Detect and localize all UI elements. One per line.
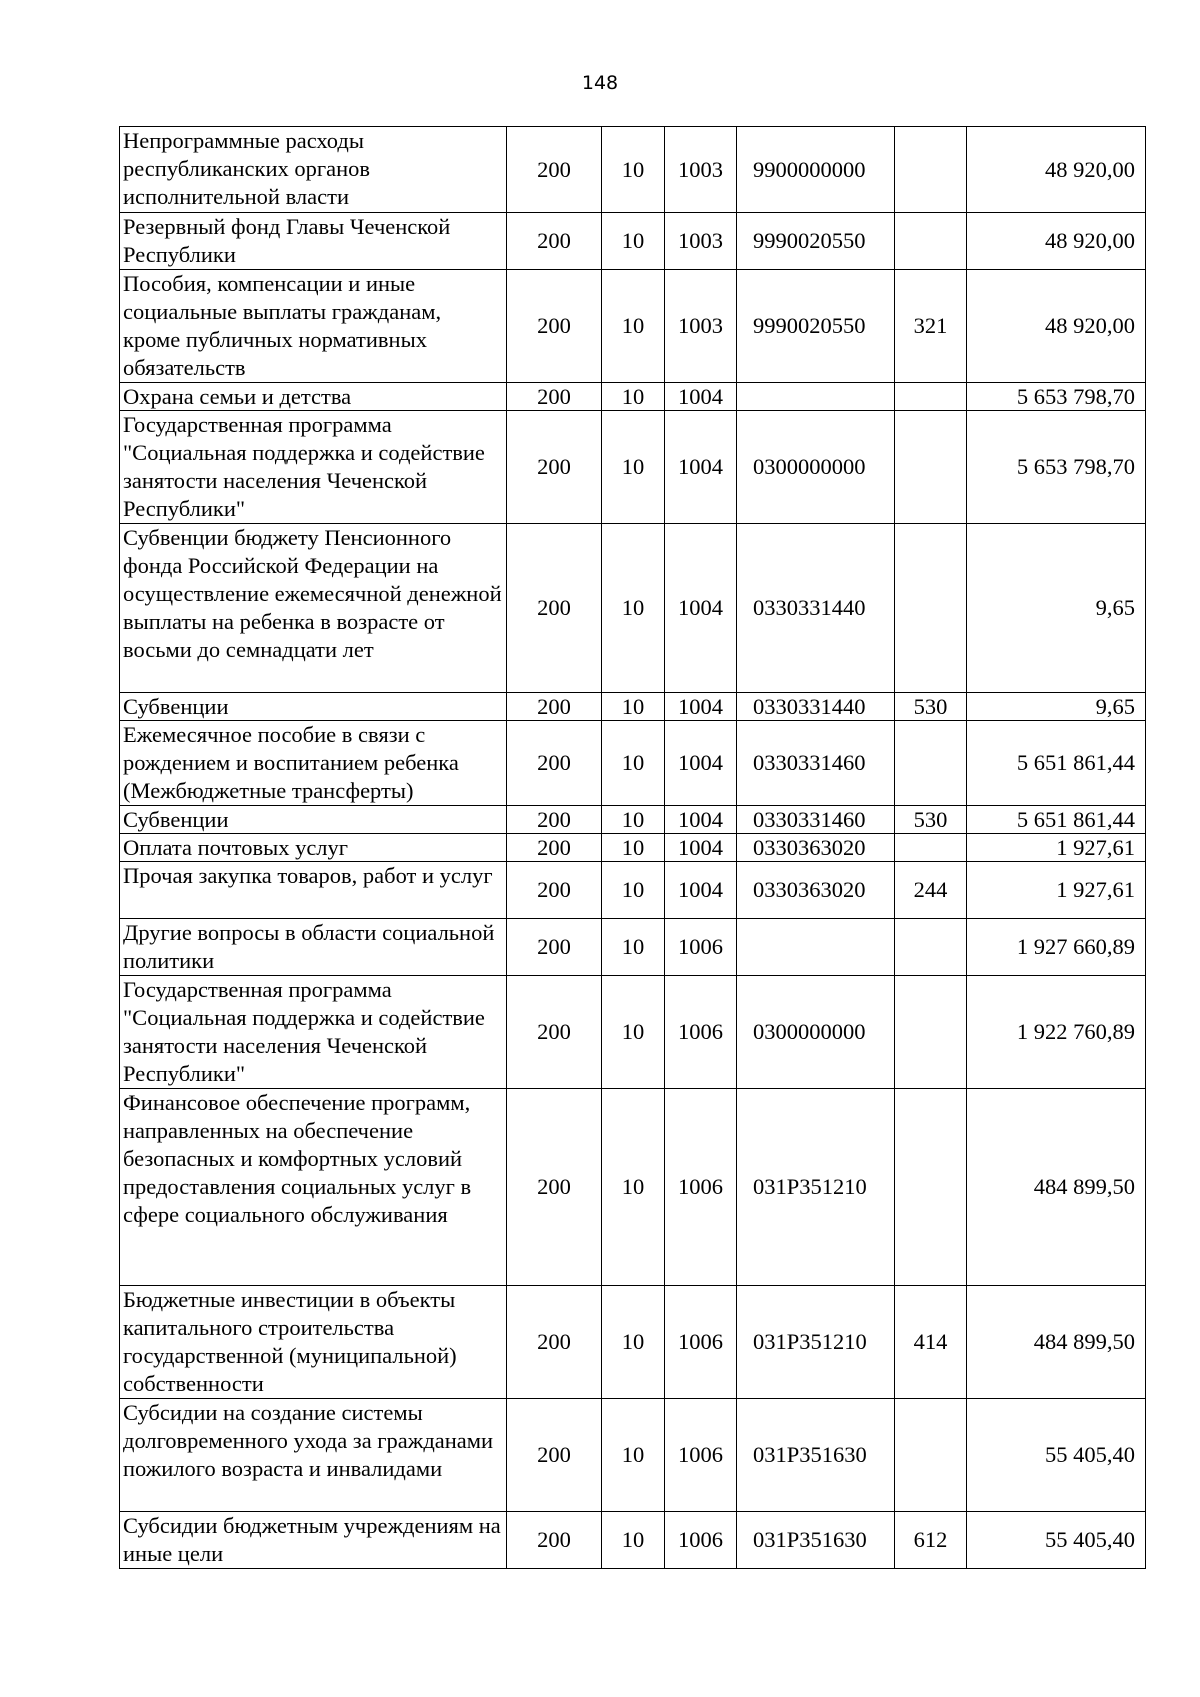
expense-type-code: 530 <box>895 806 967 834</box>
sum-value: 5 651 861,44 <box>967 806 1146 834</box>
row-name: Пособия, компенсации и иные социальные выплаты гражданам, кроме публичных нормативных обязательств <box>120 270 507 383</box>
expense-type-code: 612 <box>895 1512 967 1569</box>
subsection-code: 1004 <box>665 524 737 693</box>
expense-type-code: 530 <box>895 693 967 721</box>
ministry-code: 200 <box>507 127 602 213</box>
sum-value: 1 927,61 <box>967 862 1146 919</box>
sum-value: 9,65 <box>967 693 1146 721</box>
section-code: 10 <box>602 806 665 834</box>
table-row <box>120 693 1146 721</box>
sum-value: 484 899,50 <box>967 1089 1146 1286</box>
row-name: Непрограммные расходы республиканских органов исполнительной власти <box>120 127 507 213</box>
ministry-code: 200 <box>507 721 602 806</box>
target-code: 0300000000 <box>737 411 895 524</box>
sum-value: 55 405,40 <box>967 1512 1146 1569</box>
expense-type-code <box>895 721 967 806</box>
row-name: Субвенции бюджету Пенсионного фонда Российской Федерации на осуществление ежемесячной денежной выплаты на ребенка в возрасте от восьми до семнадцати лет <box>120 524 507 693</box>
budget-table-body <box>120 127 1146 1569</box>
expense-type-code <box>895 383 967 411</box>
row-name: Оплата почтовых услуг <box>120 834 507 862</box>
sum-value: 9,65 <box>967 524 1146 693</box>
target-code <box>737 383 895 411</box>
subsection-code: 1006 <box>665 1286 737 1399</box>
section-code: 10 <box>602 721 665 806</box>
table-row <box>120 862 1146 919</box>
ministry-code: 200 <box>507 411 602 524</box>
ministry-code: 200 <box>507 1399 602 1512</box>
target-code: 9990020550 <box>737 213 895 270</box>
ministry-code: 200 <box>507 693 602 721</box>
table-row <box>120 806 1146 834</box>
sum-value: 5 653 798,70 <box>967 383 1146 411</box>
table-row <box>120 1089 1146 1286</box>
table-row <box>120 411 1146 524</box>
ministry-code: 200 <box>507 1286 602 1399</box>
row-name: Субсидии бюджетным учреждениям на иные цели <box>120 1512 507 1569</box>
row-name: Субвенции <box>120 693 507 721</box>
row-name: Другие вопросы в области социальной политики <box>120 919 507 976</box>
table-row <box>120 721 1146 806</box>
target-code: 0330363020 <box>737 862 895 919</box>
section-code: 10 <box>602 693 665 721</box>
subsection-code: 1006 <box>665 976 737 1089</box>
section-code: 10 <box>602 270 665 383</box>
row-name: Государственная программа "Социальная поддержка и содействие занятости населения Чеченской Республики" <box>120 411 507 524</box>
subsection-code: 1004 <box>665 383 737 411</box>
subsection-code: 1004 <box>665 411 737 524</box>
ministry-code: 200 <box>507 383 602 411</box>
row-name: Государственная программа "Социальная поддержка и содействие занятости населения Чеченской Республики" <box>120 976 507 1089</box>
sum-value: 48 920,00 <box>967 127 1146 213</box>
section-code: 10 <box>602 213 665 270</box>
expense-type-code <box>895 524 967 693</box>
section-code: 10 <box>602 411 665 524</box>
table-row <box>120 1399 1146 1512</box>
sum-value: 484 899,50 <box>967 1286 1146 1399</box>
section-code: 10 <box>602 1286 665 1399</box>
row-name: Субвенции <box>120 806 507 834</box>
row-name: Бюджетные инвестиции в объекты капитального строительства государственной (муниципальной) собственности <box>120 1286 507 1399</box>
expense-type-code <box>895 411 967 524</box>
table-row <box>120 213 1146 270</box>
expense-type-code: 244 <box>895 862 967 919</box>
ministry-code: 200 <box>507 1512 602 1569</box>
expense-type-code <box>895 213 967 270</box>
row-name: Прочая закупка товаров, работ и услуг <box>120 862 507 919</box>
sum-value: 1 922 760,89 <box>967 976 1146 1089</box>
target-code: 0300000000 <box>737 976 895 1089</box>
subsection-code: 1003 <box>665 270 737 383</box>
ministry-code: 200 <box>507 806 602 834</box>
target-code <box>737 919 895 976</box>
section-code: 10 <box>602 834 665 862</box>
expense-type-code <box>895 834 967 862</box>
expense-type-code: 414 <box>895 1286 967 1399</box>
section-code: 10 <box>602 1089 665 1286</box>
ministry-code: 200 <box>507 1089 602 1286</box>
section-code: 10 <box>602 127 665 213</box>
subsection-code: 1006 <box>665 919 737 976</box>
sum-value: 55 405,40 <box>967 1399 1146 1512</box>
subsection-code: 1004 <box>665 834 737 862</box>
target-code: 9900000000 <box>737 127 895 213</box>
table-row <box>120 1286 1146 1399</box>
expense-type-code <box>895 976 967 1089</box>
ministry-code: 200 <box>507 270 602 383</box>
table-row <box>120 524 1146 693</box>
ministry-code: 200 <box>507 834 602 862</box>
page-number: 148 <box>581 72 619 94</box>
section-code: 10 <box>602 383 665 411</box>
table-row <box>120 127 1146 213</box>
row-name: Резервный фонд Главы Чеченской Республики <box>120 213 507 270</box>
section-code: 10 <box>602 1399 665 1512</box>
ministry-code: 200 <box>507 976 602 1089</box>
table-row <box>120 976 1146 1089</box>
ministry-code: 200 <box>507 213 602 270</box>
subsection-code: 1004 <box>665 862 737 919</box>
expense-type-code <box>895 127 967 213</box>
target-code: 0330363020 <box>737 834 895 862</box>
row-name: Финансовое обеспечение программ, направленных на обеспечение безопасных и комфортных условий предоставления социальных услуг в сфере социального обслуживания <box>120 1089 507 1286</box>
target-code: 0330331460 <box>737 806 895 834</box>
section-code: 10 <box>602 919 665 976</box>
row-name: Ежемесячное пособие в связи с рождением и воспитанием ребенка (Межбюджетные трансферты) <box>120 721 507 806</box>
target-code: 9990020550 <box>737 270 895 383</box>
subsection-code: 1003 <box>665 213 737 270</box>
section-code: 10 <box>602 1512 665 1569</box>
target-code: 0330331440 <box>737 693 895 721</box>
row-name: Субсидии на создание системы долговременного ухода за гражданами пожилого возраста и инвалидами <box>120 1399 507 1512</box>
section-code: 10 <box>602 862 665 919</box>
sum-value: 48 920,00 <box>967 270 1146 383</box>
expense-type-code <box>895 919 967 976</box>
subsection-code: 1003 <box>665 127 737 213</box>
sum-value: 5 651 861,44 <box>967 721 1146 806</box>
table-row <box>120 1512 1146 1569</box>
expense-type-code <box>895 1089 967 1286</box>
expense-type-code <box>895 1399 967 1512</box>
subsection-code: 1006 <box>665 1399 737 1512</box>
subsection-code: 1004 <box>665 806 737 834</box>
subsection-code: 1004 <box>665 721 737 806</box>
sum-value: 48 920,00 <box>967 213 1146 270</box>
target-code: 0330331460 <box>737 721 895 806</box>
section-code: 10 <box>602 524 665 693</box>
sum-value: 1 927,61 <box>967 834 1146 862</box>
target-code: 0330331440 <box>737 524 895 693</box>
sum-value: 1 927 660,89 <box>967 919 1146 976</box>
row-name: Охрана семьи и детства <box>120 383 507 411</box>
ministry-code: 200 <box>507 524 602 693</box>
table-row <box>120 919 1146 976</box>
subsection-code: 1006 <box>665 1089 737 1286</box>
section-code: 10 <box>602 976 665 1089</box>
expense-type-code: 321 <box>895 270 967 383</box>
budget-table <box>119 126 1146 1569</box>
target-code: 031P351210 <box>737 1286 895 1399</box>
subsection-code: 1006 <box>665 1512 737 1569</box>
table-row <box>120 383 1146 411</box>
target-code: 031P351630 <box>737 1512 895 1569</box>
table-row <box>120 834 1146 862</box>
ministry-code: 200 <box>507 862 602 919</box>
ministry-code: 200 <box>507 919 602 976</box>
table-row <box>120 270 1146 383</box>
target-code: 031P351630 <box>737 1399 895 1512</box>
sum-value: 5 653 798,70 <box>967 411 1146 524</box>
subsection-code: 1004 <box>665 693 737 721</box>
target-code: 031P351210 <box>737 1089 895 1286</box>
